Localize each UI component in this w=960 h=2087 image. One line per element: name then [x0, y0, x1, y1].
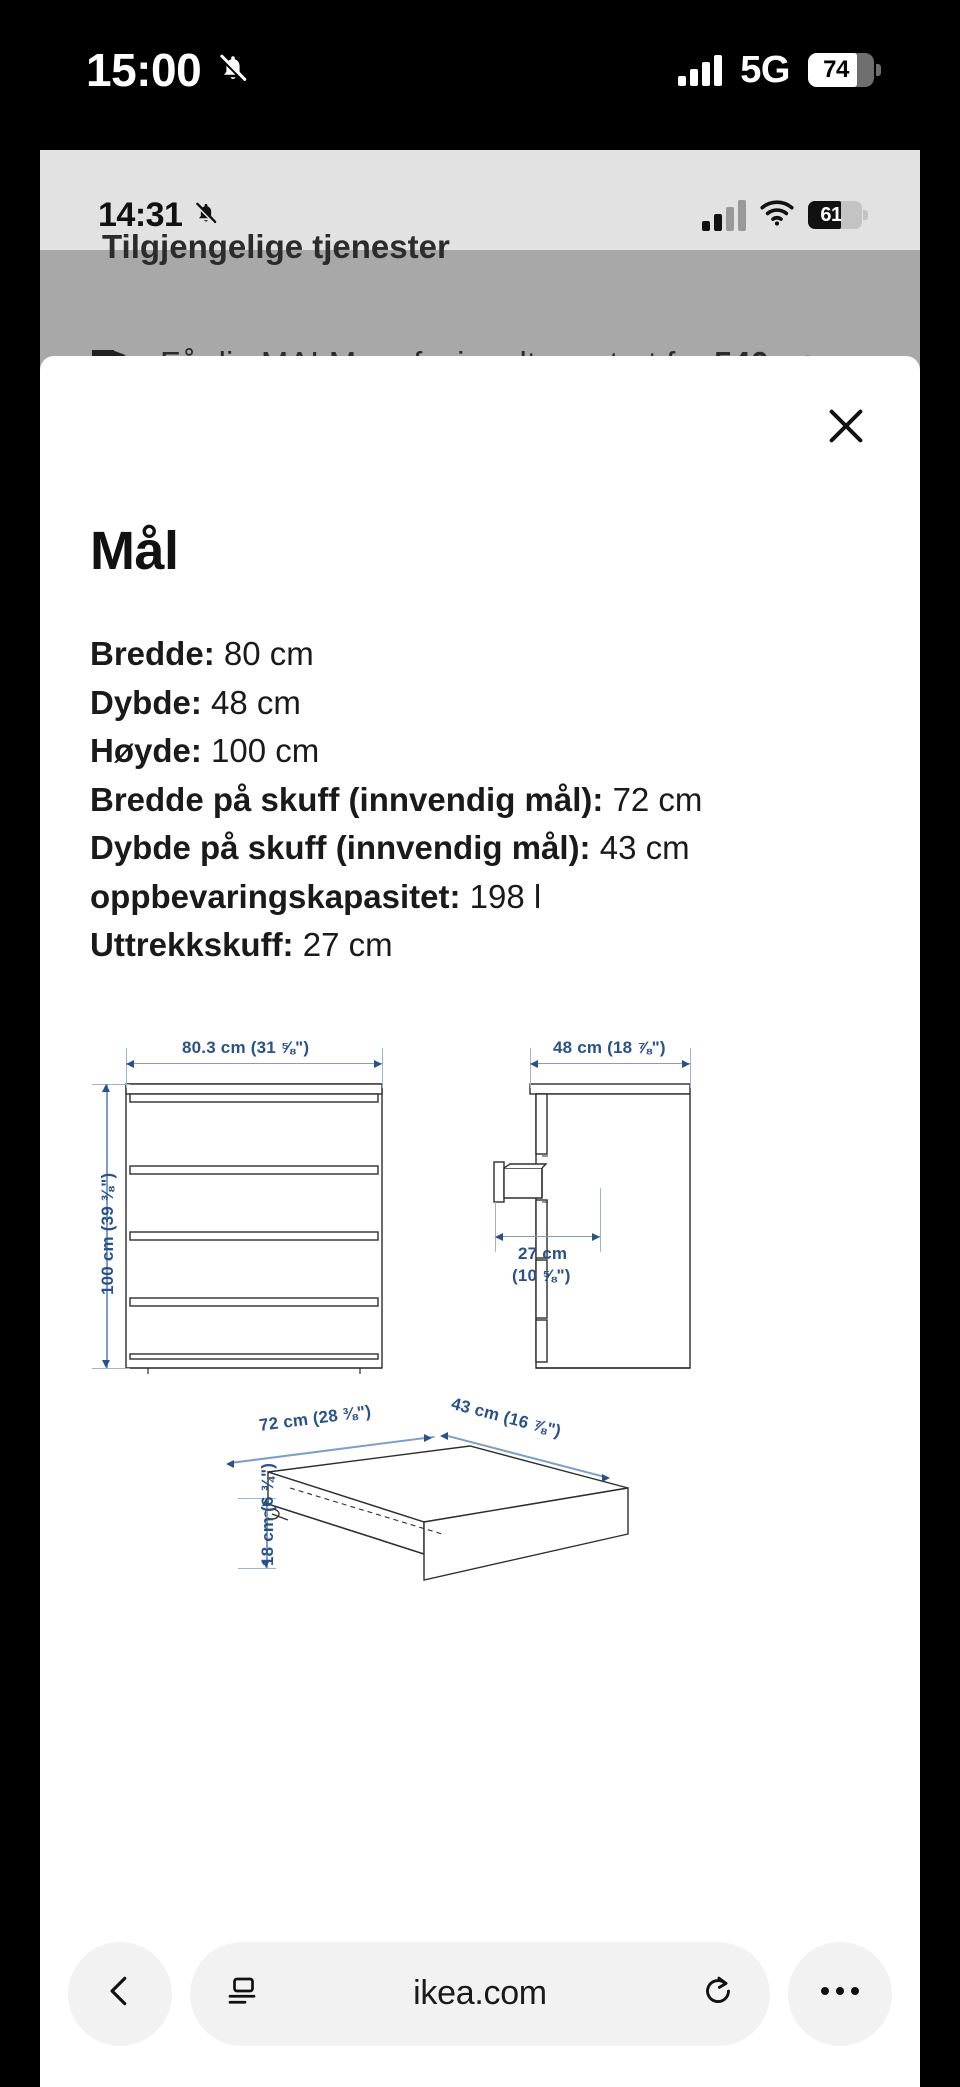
bell-slash-icon	[215, 50, 251, 91]
ext-line	[92, 1368, 130, 1369]
dimensions-modal	[40, 356, 920, 1926]
back-button[interactable]	[68, 1942, 172, 2046]
arrow-left	[126, 1060, 134, 1068]
specs-list	[90, 630, 920, 970]
arrow-left	[495, 1233, 503, 1241]
spec-row-dybde-skuff	[90, 824, 920, 873]
more-button[interactable]	[788, 1942, 892, 2046]
spec-row-kapasitet	[90, 873, 920, 922]
dim-drawer-width-label: 72 cm (28 ⅜")	[258, 1401, 373, 1435]
spec-value: 27 cm	[302, 926, 393, 963]
browser-toolbar	[40, 1926, 920, 2087]
host-status-right	[678, 49, 874, 92]
dimension-line-drawer-extension	[495, 1236, 600, 1238]
arrow-right	[374, 1060, 382, 1068]
modal-header	[40, 356, 920, 496]
ext-line	[530, 1048, 531, 1088]
spec-label: Bredde:	[90, 635, 215, 672]
arrow-left	[530, 1060, 538, 1068]
ext-line	[92, 1084, 130, 1085]
ext-line	[600, 1188, 601, 1252]
dim-drawer-height-label: 18 cm (6 ¾")	[258, 1462, 277, 1566]
ext-line	[495, 1202, 496, 1252]
arrow-right	[682, 1060, 690, 1068]
cellular-signal-icon	[678, 54, 722, 86]
more-dots-icon	[819, 1984, 861, 2003]
inner-status-right	[702, 199, 862, 231]
ext-line	[382, 1048, 383, 1088]
chevron-left-icon	[101, 1972, 139, 2015]
network-type-label: 5G	[740, 48, 790, 91]
spec-value: 72 cm	[612, 780, 703, 818]
spec-value: 198 l	[469, 877, 542, 915]
spec-label: Dybde på skuff (innvendig mål):	[90, 829, 591, 866]
spec-row-dybde	[90, 679, 920, 728]
close-icon[interactable]	[818, 398, 874, 454]
spec-row-hoyde	[90, 727, 920, 776]
battery-level-label: 74	[823, 56, 849, 83]
host-status-bar	[0, 0, 960, 140]
spec-row-bredde	[90, 630, 920, 679]
arrow-right	[424, 1434, 432, 1442]
address-bar[interactable]	[190, 1942, 770, 2046]
spec-label: Bredde på skuff (innvendig mål):	[90, 780, 604, 818]
host-clock: 15:00	[86, 44, 202, 96]
dim-front-height-label: 100 cm (39 ⅜")	[98, 1172, 117, 1295]
reader-view-icon[interactable]	[224, 1973, 260, 2014]
arrow-right	[592, 1233, 600, 1241]
spec-label: Uttrekkskuff:	[90, 926, 294, 963]
technical-drawing	[40, 1030, 920, 1690]
dimension-line-side-depth	[530, 1063, 690, 1065]
spec-value: 48 cm	[211, 683, 301, 721]
arrow-down	[102, 1360, 110, 1368]
arrow-right	[602, 1474, 610, 1482]
ext-line	[126, 1048, 127, 1088]
battery-level-label: 61	[820, 203, 842, 226]
cellular-signal-icon	[702, 199, 746, 231]
ext-line	[690, 1048, 691, 1088]
dim-drawer-extension-label-line2: (10 ⅝")	[512, 1265, 571, 1285]
host-status-left	[86, 43, 251, 97]
spec-row-uttrekkskuff	[90, 921, 920, 970]
ext-line	[238, 1568, 276, 1569]
arrow-left	[226, 1460, 234, 1468]
spec-value: 80 cm	[223, 635, 314, 672]
dim-drawer-extension-label-line1: 27 cm	[518, 1243, 568, 1263]
arrow-up	[102, 1084, 110, 1092]
spec-value: 43 cm	[599, 829, 690, 866]
arrow-left	[440, 1432, 448, 1440]
side-view-drawing	[492, 1082, 692, 1382]
reload-icon[interactable]	[700, 1973, 736, 2014]
services-section-heading: Tilgjengelige tjenester	[102, 228, 450, 265]
url-text: ikea.com	[413, 1974, 547, 2012]
bell-slash-icon	[192, 199, 220, 232]
front-view-drawing	[124, 1082, 384, 1382]
spec-label: oppbevaringskapasitet:	[90, 877, 461, 915]
battery-tip	[863, 210, 868, 220]
inner-clock: 14:31	[98, 195, 183, 234]
dimension-line-front-width	[126, 1063, 382, 1065]
dim-side-depth-label: 48 cm (18 ⅞")	[553, 1037, 666, 1057]
dim-drawer-depth-label: 43 cm (16 ⅞")	[449, 1393, 564, 1441]
spec-label: Høyde:	[90, 732, 202, 769]
battery-tip	[876, 64, 881, 76]
spec-label: Dybde:	[90, 683, 202, 721]
browser-window	[40, 150, 920, 2087]
dim-front-width-label: 80.3 cm (31 ⅝")	[182, 1037, 310, 1057]
drawer-perspective-drawing	[228, 1430, 668, 1650]
page-title: Mål	[90, 521, 179, 581]
wifi-icon	[760, 200, 794, 231]
battery-indicator	[808, 53, 874, 87]
battery-indicator	[808, 201, 862, 229]
spec-row-bredde-skuff	[90, 776, 920, 825]
spec-value: 100 cm	[211, 732, 320, 769]
